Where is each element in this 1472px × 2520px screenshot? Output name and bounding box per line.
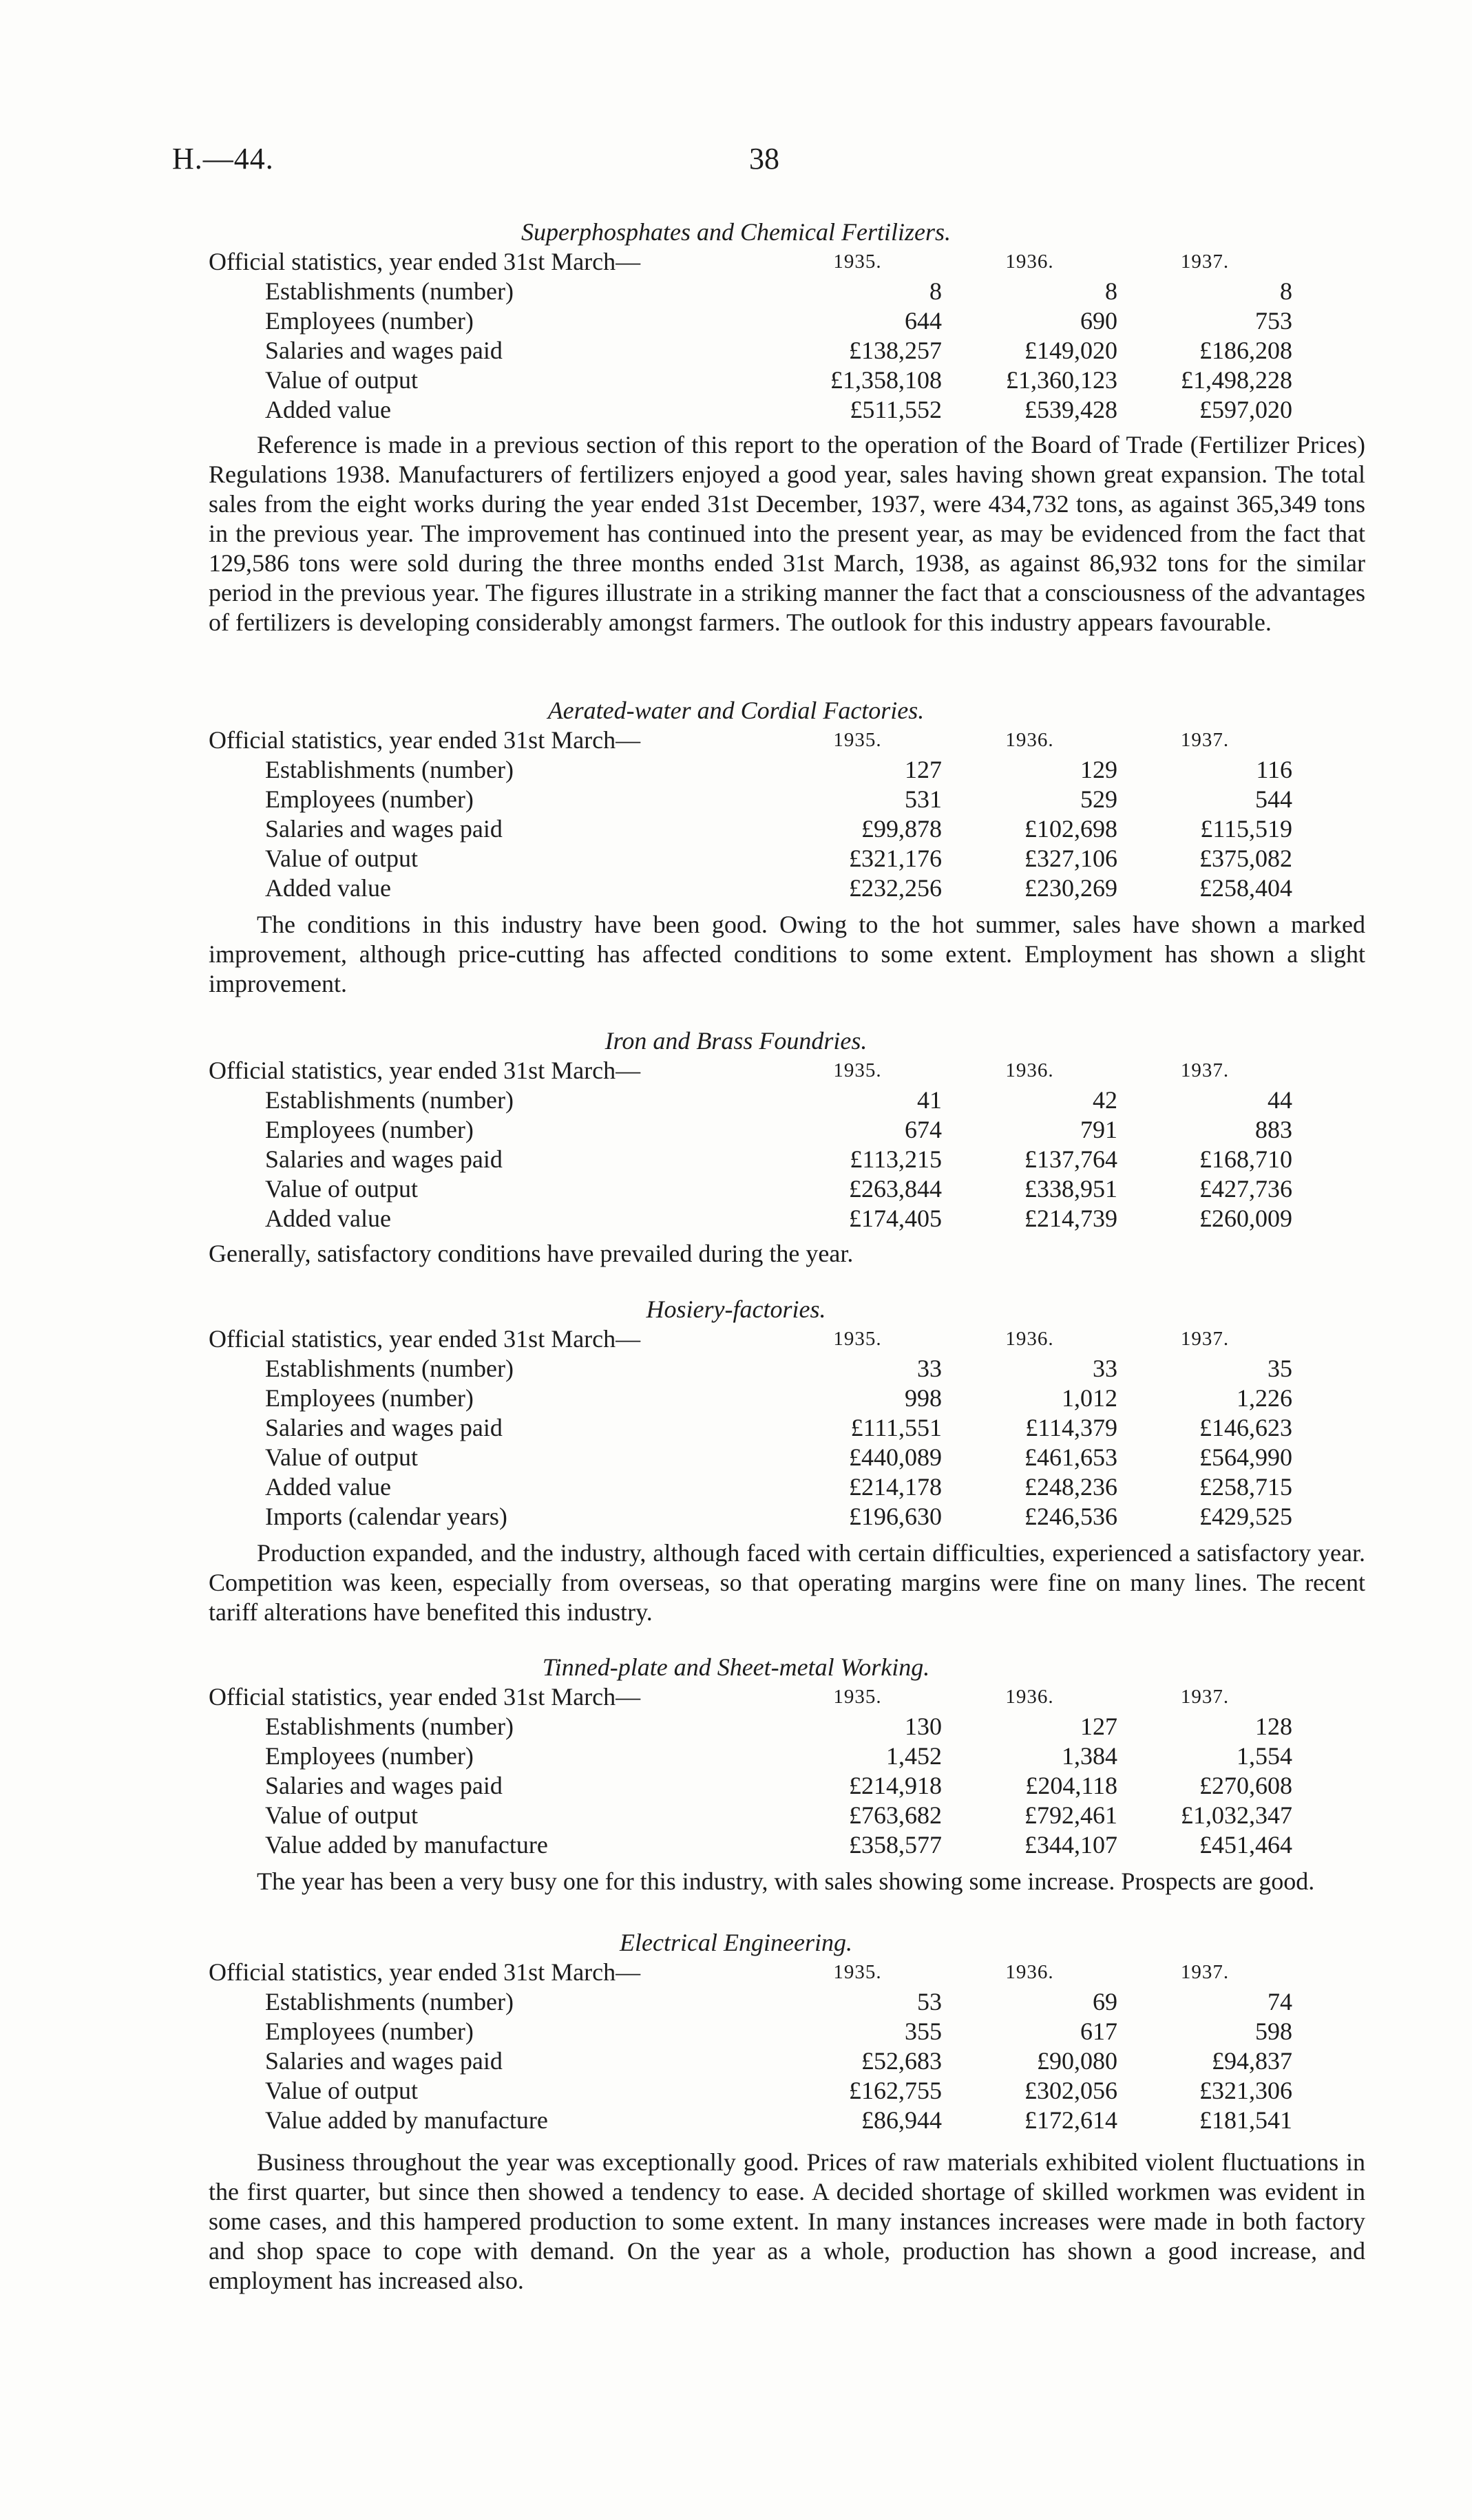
statistics-table <box>209 247 1292 425</box>
cell-1937: 544 <box>1255 785 1292 813</box>
cell-1935: 1,452 <box>886 1742 942 1770</box>
cell-1937: £321,306 <box>1199 2077 1292 2104</box>
cell-1935: £232,256 <box>849 874 942 902</box>
cell-1937: 598 <box>1255 2018 1292 2045</box>
cell-1935: 130 <box>905 1713 942 1740</box>
year-1937: 1937. <box>1180 1328 1230 1350</box>
cell-1935: £511,552 <box>850 396 942 423</box>
cell-1935: 33 <box>917 1355 942 1382</box>
row-label: Added value <box>265 396 391 423</box>
statistics-table <box>209 726 1292 903</box>
cell-1935: £358,577 <box>849 1831 942 1859</box>
year-1935: 1935. <box>833 1686 882 1708</box>
cell-1937: £168,710 <box>1199 1145 1292 1173</box>
year-1935: 1935. <box>833 1961 882 1983</box>
cell-1936: 791 <box>1080 1116 1117 1143</box>
table-row <box>209 1712 1292 1741</box>
cell-1936: £792,461 <box>1024 1801 1117 1829</box>
cell-1937: 753 <box>1255 307 1292 335</box>
cell-1936: 1,012 <box>1062 1384 1117 1412</box>
statistics-table <box>209 1682 1292 1860</box>
cell-1935: 53 <box>917 1988 942 2015</box>
cell-1935: £763,682 <box>849 1801 942 1829</box>
table-row <box>209 873 1292 903</box>
cell-1936: £246,536 <box>1024 1503 1117 1530</box>
row-label: Establishments (number) <box>265 756 514 783</box>
cell-1936: 617 <box>1080 2018 1117 2045</box>
row-label: Establishments (number) <box>265 1713 514 1740</box>
cell-1937: £1,032,347 <box>1181 1801 1292 1829</box>
section-paragraph: The year has been a very busy one for this industry, with sales showing some increase. Prospects are good. <box>257 1867 1315 1895</box>
year-1937: 1937. <box>1180 1686 1230 1708</box>
table-row <box>209 755 1292 785</box>
cell-1936: £338,951 <box>1024 1175 1117 1203</box>
row-label: Salaries and wages paid <box>265 1772 503 1799</box>
section-hosiery-factories <box>0 1294 1472 1532</box>
row-label: Value of output <box>265 1801 418 1829</box>
cell-1935: £86,944 <box>861 2106 942 2134</box>
year-1935: 1935. <box>833 729 882 751</box>
row-label: Employees (number) <box>265 785 474 813</box>
cell-1935: 531 <box>905 785 942 813</box>
cell-1935: £113,215 <box>850 1145 942 1173</box>
cell-1935: £214,918 <box>849 1772 942 1799</box>
cell-1935: £138,257 <box>849 337 942 364</box>
year-1936: 1936. <box>1005 1686 1054 1708</box>
cell-1935: 127 <box>905 756 942 783</box>
section-electrical-engineering <box>0 1927 1472 2135</box>
cell-1935: £111,551 <box>850 1414 942 1441</box>
section-superphosphates <box>0 217 1472 425</box>
table-row <box>209 306 1292 336</box>
page-number: 38 <box>749 142 779 176</box>
row-label: Salaries and wages paid <box>265 1414 503 1441</box>
section-tinned-plate <box>0 1652 1472 1860</box>
table-intro: Official statistics, year ended 31st March— <box>209 1683 641 1711</box>
cell-1937: £597,020 <box>1199 396 1292 423</box>
section-aerated-water <box>0 695 1472 903</box>
cell-1937: £258,404 <box>1199 874 1292 902</box>
statistics-table <box>209 1056 1292 1233</box>
cell-1937: 74 <box>1268 1988 1292 2015</box>
table-row <box>209 1741 1292 1771</box>
cell-1935: 998 <box>905 1384 942 1412</box>
cell-1937: £375,082 <box>1199 845 1292 872</box>
table-row <box>209 844 1292 873</box>
year-1936: 1936. <box>1005 1328 1054 1350</box>
row-label: Value of output <box>265 2077 418 2104</box>
cell-1937: 44 <box>1268 1086 1292 1114</box>
cell-1935: £440,089 <box>849 1443 942 1471</box>
row-label: Employees (number) <box>265 1384 474 1412</box>
table-row <box>209 1771 1292 1801</box>
cell-1936: 129 <box>1080 756 1117 783</box>
cell-1935: £321,176 <box>849 845 942 872</box>
table-intro: Official statistics, year ended 31st March— <box>209 248 641 275</box>
row-label: Establishments (number) <box>265 1988 514 2015</box>
cell-1935: 41 <box>917 1086 942 1114</box>
table-row <box>209 1443 1292 1472</box>
section-paragraph: The conditions in this industry have been good. Owing to the hot summer, sales have shown a marked improvement, although price-cutting has affected conditions to some extent. Employment has shown a slight improvement. <box>209 911 1365 997</box>
page-header <box>172 141 1363 182</box>
row-label: Employees (number) <box>265 1116 474 1143</box>
row-label: Value of output <box>265 845 418 872</box>
year-1935: 1935. <box>833 251 882 273</box>
table-header-row <box>209 1682 1292 1712</box>
row-label: Imports (calendar years) <box>265 1503 507 1530</box>
row-label: Added value <box>265 874 391 902</box>
cell-1936: £327,106 <box>1024 845 1117 872</box>
table-row <box>209 1145 1292 1174</box>
cell-1936: £114,379 <box>1025 1414 1117 1441</box>
row-label: Value added by manufacture <box>265 2106 548 2134</box>
table-row <box>209 395 1292 425</box>
year-1935: 1935. <box>833 1059 882 1081</box>
row-label: Salaries and wages paid <box>265 337 503 364</box>
table-row <box>209 1801 1292 1830</box>
row-label: Establishments (number) <box>265 1086 514 1114</box>
year-1936: 1936. <box>1005 1059 1054 1081</box>
row-label: Employees (number) <box>265 2018 474 2045</box>
cell-1935: 674 <box>905 1116 942 1143</box>
cell-1936: £248,236 <box>1024 1473 1117 1501</box>
cell-1937: £564,990 <box>1199 1443 1292 1471</box>
row-label: Establishments (number) <box>265 277 514 305</box>
cell-1937: £186,208 <box>1199 337 1292 364</box>
row-label: Salaries and wages paid <box>265 1145 503 1173</box>
cell-1936: 690 <box>1080 307 1117 335</box>
year-1937: 1937. <box>1180 1059 1230 1081</box>
cell-1936: 8 <box>1105 277 1117 305</box>
cell-1936: £1,360,123 <box>1006 366 1117 394</box>
cell-1937: £115,519 <box>1200 815 1292 843</box>
cell-1936: £461,653 <box>1024 1443 1117 1471</box>
table-row <box>209 1830 1292 1860</box>
section-title: Hosiery-factories. <box>646 1295 826 1323</box>
cell-1936: 42 <box>1093 1086 1117 1114</box>
row-label: Added value <box>265 1205 391 1232</box>
section-paragraph: Reference is made in a previous section of this report to the operation of the Board of Trade (Fertilizer Prices) Regulations 1938. Manufacturers of fertilizers enjoyed a good year, sales having shown great expansion. The total sales from the eight works during the year ended 31st December, 1937, were 434,732 tons, as against 365,349 tons in the previous year. The improvement has continued into the present year, as may be evidenced from the fact that 129,586 tons were sold during the three months ended 31st March, 1938, as against 86,932 tons for the similar period in the previous year. The figures illustrate in a striking manner the fact that a consciousness of the advantages of fertilizers is developing considerably amongst farmers. The outlook for this industry appears favourable. <box>209 431 1365 636</box>
table-row <box>209 2076 1292 2106</box>
cell-1936: 127 <box>1080 1713 1117 1740</box>
cell-1937: £270,608 <box>1199 1772 1292 1799</box>
cell-1936: £137,764 <box>1024 1145 1117 1173</box>
cell-1937: £427,736 <box>1199 1175 1292 1203</box>
cell-1937: £260,009 <box>1199 1205 1292 1232</box>
cell-1936: £539,428 <box>1024 396 1117 423</box>
table-header-row <box>209 726 1292 755</box>
section-iron-brass-foundries <box>0 1026 1472 1233</box>
cell-1937: £94,837 <box>1212 2047 1292 2075</box>
cell-1936: 33 <box>1093 1355 1117 1382</box>
section-title: Iron and Brass Foundries. <box>604 1027 868 1055</box>
table-row <box>209 1384 1292 1413</box>
table-row <box>209 2017 1292 2046</box>
cell-1935: £52,683 <box>861 2047 942 2075</box>
row-label: Value added by manufacture <box>265 1831 548 1859</box>
row-label: Salaries and wages paid <box>265 2047 503 2075</box>
cell-1936: 1,384 <box>1062 1742 1117 1770</box>
table-header-row <box>209 1324 1292 1354</box>
table-row <box>209 1413 1292 1443</box>
row-label: Value of output <box>265 1443 418 1471</box>
table-row <box>209 2046 1292 2076</box>
cell-1936: £230,269 <box>1024 874 1117 902</box>
table-row <box>209 1115 1292 1145</box>
year-1936: 1936. <box>1005 1961 1054 1983</box>
table-row <box>209 277 1292 306</box>
table-row <box>209 1086 1292 1115</box>
table-row <box>209 1204 1292 1233</box>
table-row <box>209 814 1292 844</box>
cell-1935: £174,405 <box>849 1205 942 1232</box>
cell-1935: 644 <box>905 307 942 335</box>
cell-1937: 35 <box>1268 1355 1292 1382</box>
section-title: Tinned-plate and Sheet-metal Working. <box>542 1653 930 1681</box>
cell-1937: 8 <box>1280 277 1292 305</box>
cell-1937: £146,623 <box>1199 1414 1292 1441</box>
page-reference: H.—44. <box>172 142 274 176</box>
cell-1935: 355 <box>905 2018 942 2045</box>
year-1936: 1936. <box>1005 729 1054 751</box>
cell-1936: £149,020 <box>1024 337 1117 364</box>
cell-1935: £99,878 <box>861 815 942 843</box>
cell-1937: 128 <box>1255 1713 1292 1740</box>
table-intro: Official statistics, year ended 31st March— <box>209 1057 641 1084</box>
statistics-table <box>209 1324 1292 1532</box>
cell-1937: £1,498,228 <box>1181 366 1292 394</box>
table-row <box>209 2106 1292 2135</box>
cell-1936: 529 <box>1080 785 1117 813</box>
table-header-row <box>209 247 1292 277</box>
row-label: Establishments (number) <box>265 1355 514 1382</box>
table-row <box>209 1174 1292 1204</box>
section-paragraph: Production expanded, and the industry, although faced with certain difficulties, experienced a satisfactory year. Competition was keen, especially from overseas, so that operating margins were fine on many lines. The recent tariff alterations have benefited this industry. <box>209 1539 1365 1626</box>
table-row <box>209 1354 1292 1384</box>
cell-1935: £1,358,108 <box>830 366 942 394</box>
section-paragraph: Business throughout the year was exceptionally good. Prices of raw materials exhibited violent fluctuations in the first quarter, but since then showed a tendency to ease. A decided shortage of skilled workmen was evident in some cases, and this hampered production to some extent. In many instances increases were made in both factory and shop space to cope with demand. On the year as a whole, production has shown a good increase, and employment has increased also. <box>209 2148 1365 2294</box>
row-label: Value of output <box>265 1175 418 1203</box>
table-row <box>209 1472 1292 1502</box>
cell-1937: £258,715 <box>1199 1473 1292 1501</box>
cell-1936: £302,056 <box>1024 2077 1117 2104</box>
cell-1936: £90,080 <box>1037 2047 1117 2075</box>
cell-1937: 1,226 <box>1237 1384 1292 1412</box>
year-1937: 1937. <box>1180 729 1230 751</box>
row-label: Added value <box>265 1473 391 1501</box>
cell-1935: 8 <box>929 277 942 305</box>
cell-1937: 116 <box>1256 756 1292 783</box>
year-1937: 1937. <box>1180 1961 1230 1983</box>
table-intro: Official statistics, year ended 31st March— <box>209 726 641 754</box>
cell-1936: £344,107 <box>1024 1831 1117 1859</box>
cell-1937: £429,525 <box>1199 1503 1292 1530</box>
cell-1936: 69 <box>1093 1988 1117 2015</box>
cell-1935: £214,178 <box>849 1473 942 1501</box>
row-label: Employees (number) <box>265 1742 474 1770</box>
year-1935: 1935. <box>833 1328 882 1350</box>
cell-1937: £181,541 <box>1199 2106 1292 2134</box>
cell-1936: £204,118 <box>1025 1772 1117 1799</box>
cell-1936: £172,614 <box>1024 2106 1117 2134</box>
table-row <box>209 1502 1292 1532</box>
year-1937: 1937. <box>1180 251 1230 273</box>
section-title: Electrical Engineering. <box>620 1929 852 1956</box>
cell-1936: £214,739 <box>1024 1205 1117 1232</box>
cell-1937: 883 <box>1255 1116 1292 1143</box>
section-title: Superphosphates and Chemical Fertilizers. <box>521 218 951 246</box>
row-label: Employees (number) <box>265 307 474 335</box>
table-header-row <box>209 1958 1292 1987</box>
section-title: Aerated-water and Cordial Factories. <box>547 697 925 724</box>
table-intro: Official statistics, year ended 31st March— <box>209 1325 641 1353</box>
table-header-row <box>209 1056 1292 1086</box>
table-intro: Official statistics, year ended 31st March— <box>209 1958 641 1986</box>
table-row <box>209 785 1292 814</box>
row-label: Salaries and wages paid <box>265 815 503 843</box>
year-1936: 1936. <box>1005 251 1054 273</box>
table-row <box>209 336 1292 366</box>
cell-1937: 1,554 <box>1237 1742 1292 1770</box>
cell-1935: £263,844 <box>849 1175 942 1203</box>
cell-1936: £102,698 <box>1024 815 1117 843</box>
section-paragraph: Generally, satisfactory conditions have prevailed during the year. <box>209 1240 854 1267</box>
table-row <box>209 1987 1292 2017</box>
cell-1935: £196,630 <box>849 1503 942 1530</box>
row-label: Value of output <box>265 366 418 394</box>
table-row <box>209 366 1292 395</box>
cell-1937: £451,464 <box>1199 1831 1292 1859</box>
cell-1935: £162,755 <box>849 2077 942 2104</box>
statistics-table <box>209 1958 1292 2135</box>
